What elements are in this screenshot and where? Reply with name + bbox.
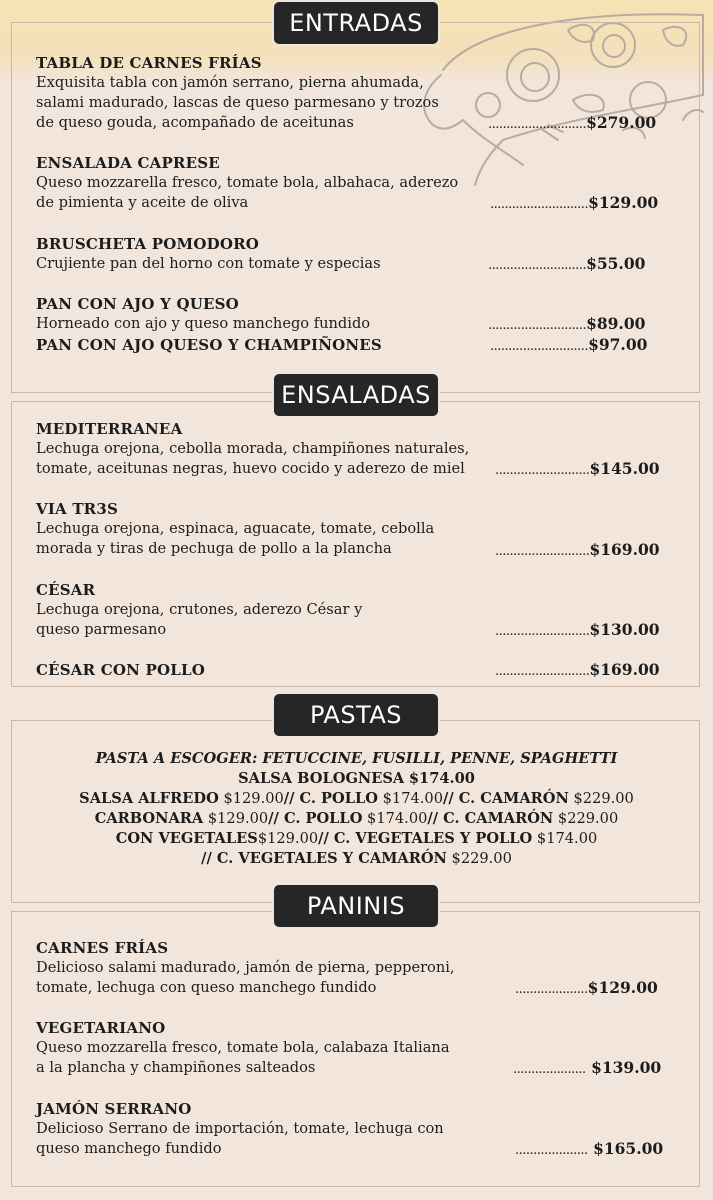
pasta-label: // C. CAMARÓN (427, 810, 554, 827)
pasta-label: // C. POLLO (283, 790, 378, 807)
item-description: Delicioso salami madurado, jamón de pierna, pepperoni, tomate, lechuga con queso manchego fundido (36, 959, 455, 996)
leader-dots: .......................... (495, 624, 590, 639)
item-price-line (488, 254, 645, 273)
item-price-line (488, 314, 645, 333)
pasta-line-alfredo (0, 789, 713, 809)
item-price: $279.00 (586, 113, 657, 132)
item-price-line (515, 1139, 663, 1158)
leader-dots: ........................... (488, 318, 587, 333)
leader-dots: .................... (515, 1143, 588, 1158)
leader-dots: ........................... (488, 258, 587, 273)
pastas-header: PASTAS (272, 692, 440, 738)
item-description: Queso mozzarella fresco, tomate bola, calabaza Italiana a la plancha y champiñones salteados (36, 1039, 450, 1076)
item-name: PAN CON AJO Y QUESO (36, 295, 239, 313)
leader-dots: .......................... (495, 463, 590, 478)
pasta-label: // C. VEGETALES Y CAMARÓN (201, 850, 447, 867)
pasta-heading: PASTA A ESCOGER: FETUCCINE, FUSILLI, PENNE, SPAGHETTI (95, 750, 618, 767)
item-price: $145.00 (589, 459, 660, 478)
item-price: $169.00 (589, 540, 660, 559)
item-name: MEDITERRANEA (36, 420, 183, 438)
pasta-label: CON VEGETALES (115, 830, 258, 847)
item-name: TABLA DE CARNES FRÍAS (36, 54, 262, 72)
paninis-header: PANINIS (272, 883, 440, 929)
pasta-price: $174.00 (367, 810, 428, 827)
pasta-price: $174.00 (408, 770, 475, 787)
pasta-label: CARBONARA (94, 810, 204, 827)
item-price-line (488, 113, 656, 132)
item-price-line (495, 459, 660, 478)
item-description: Horneado con ajo y queso manchego fundido (36, 315, 371, 332)
pasta-price: $174.00 (536, 830, 598, 847)
item-description: Crujiente pan del horno con tomate y especias (36, 255, 381, 272)
item-price-line (490, 335, 647, 354)
item-price-line (513, 1058, 661, 1077)
item-price: $130.00 (589, 620, 660, 639)
pasta-line-carbonara (0, 809, 713, 829)
item-price: $97.00 (588, 335, 648, 354)
entradas-header: ENTRADAS (272, 0, 440, 46)
item-price-line (515, 978, 658, 997)
leader-dots: ........................... (488, 117, 587, 132)
pasta-options (0, 749, 713, 869)
item-description: Exquisita tabla con jamón serrano, pierna ahumada, salami madurado, lascas de queso parmesano y trozos de queso gouda, acompañado de aceitunas (36, 74, 439, 131)
pasta-line-vegetales (0, 829, 713, 849)
pasta-price: $129.00 (257, 830, 319, 847)
pasta-label: SALSA ALFREDO (79, 790, 219, 807)
pasta-label: // C. CAMARÓN (442, 790, 569, 807)
item-name: JAMÓN SERRANO (36, 1100, 192, 1118)
item-description: Lechuga orejona, cebolla morada, champiñones naturales, tomate, aceitunas negras, huevo cocido y aderezo de miel (36, 440, 470, 477)
item-name: VIA TR3S (36, 500, 119, 518)
item-name: BRUSCHETA POMODORO (36, 235, 260, 253)
pasta-price: $229.00 (557, 810, 619, 827)
pasta-price: $229.00 (451, 850, 512, 867)
pasta-label: // C. POLLO (268, 810, 363, 827)
item-price-line (495, 660, 660, 679)
item-price: $169.00 (589, 660, 660, 679)
item-price-line (495, 540, 660, 559)
leader-dots: .......................... (495, 544, 590, 559)
leader-dots: ........................... (490, 197, 589, 212)
leader-dots: ........................... (490, 339, 589, 354)
pasta-price: $229.00 (573, 790, 634, 807)
item-name: CÉSAR CON POLLO (36, 661, 205, 679)
leader-dots: .......................... (495, 664, 590, 679)
pasta-price: $174.00 (382, 790, 443, 807)
pasta-label: // C. VEGETALES Y POLLO (318, 830, 533, 847)
item-price: $55.00 (586, 254, 646, 273)
item-price: $129.00 (587, 978, 658, 997)
item-description: Delicioso Serrano de importación, tomate, lechuga con queso manchego fundido (36, 1120, 444, 1157)
leader-dots: .................... (513, 1062, 586, 1077)
item-description: Lechuga orejona, espinaca, aguacate, tomate, cebolla morada y tiras de pechuga de pollo a la plancha (36, 520, 435, 557)
ensaladas-header: ENSALADAS (272, 372, 440, 418)
leader-dots: .................... (515, 982, 588, 997)
item-name: PAN CON AJO QUESO Y CHAMPIÑONES (36, 336, 382, 354)
item-price: $139.00 (591, 1058, 662, 1077)
pasta-label: SALSA BOLOGNESA (238, 770, 405, 787)
item-description: Queso mozzarella fresco, tomate bola, albahaca, aderezo de pimienta y aceite de oliva (36, 174, 459, 211)
pasta-price: $129.00 (223, 790, 284, 807)
pasta-line-bolognesa (0, 769, 713, 789)
item-price-line (495, 620, 660, 639)
item-price-line (490, 193, 658, 212)
item-name: CARNES FRÍAS (36, 939, 169, 957)
pasta-line-vegetales-camaron (0, 849, 713, 869)
item-name: VEGETARIANO (36, 1019, 166, 1037)
item-price: $89.00 (586, 314, 646, 333)
item-price: $129.00 (588, 193, 659, 212)
pasta-price: $129.00 (207, 810, 269, 827)
item-price: $165.00 (593, 1139, 664, 1158)
item-name: CÉSAR (36, 581, 96, 599)
item-name: ENSALADA CAPRESE (36, 154, 220, 172)
item-description: Lechuga orejona, crutones, aderezo César y queso parmesano (36, 601, 363, 638)
